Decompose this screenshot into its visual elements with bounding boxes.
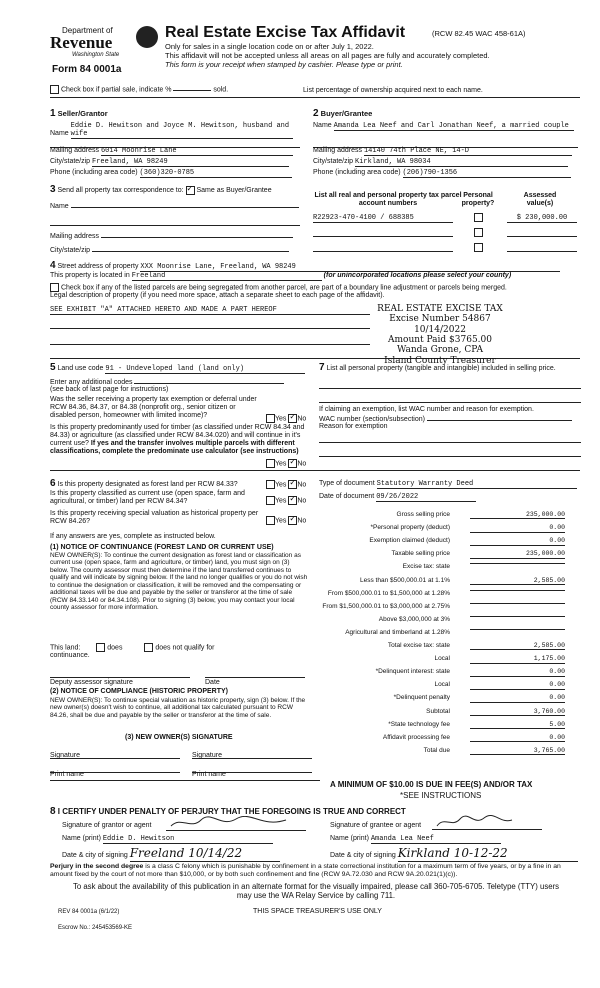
partial-sale-row bbox=[50, 85, 228, 94]
calc-label: From $500,000.01 to $1,500,000 at 1.28% bbox=[327, 589, 450, 597]
grantor-date-field[interactable]: Freeland 10/14/22 bbox=[130, 847, 280, 862]
deputy-signature-label: Deputy assessor signature bbox=[50, 679, 133, 686]
section-number: 6 bbox=[50, 478, 56, 489]
corr-name-label: Name bbox=[50, 203, 69, 210]
calc-value[interactable] bbox=[470, 563, 565, 564]
historic-question: Is this property receiving special valuation as historical property per RCW 84.26? bbox=[50, 510, 259, 526]
seller-phone-row bbox=[50, 169, 292, 178]
calc-label: Taxable selling price bbox=[391, 550, 450, 558]
no-label: No bbox=[297, 415, 307, 423]
dept-label: Department of bbox=[62, 26, 113, 35]
no-label: No bbox=[297, 481, 307, 489]
personal-property-line-1[interactable] bbox=[319, 382, 581, 389]
street-row bbox=[50, 260, 560, 272]
calc-label: Local bbox=[434, 681, 450, 689]
treasurer-use-label: THIS SPACE TREASURER'S USE ONLY bbox=[253, 908, 382, 915]
stamp-line-5: Wanda Grone, CPA bbox=[397, 345, 483, 356]
grantee-date-label: Date & city of signing bbox=[330, 852, 396, 859]
calc-value[interactable]: 0.00 bbox=[470, 694, 565, 702]
historic-answer bbox=[266, 516, 306, 525]
calc-value[interactable]: 235,000.00 bbox=[470, 511, 565, 519]
grantor-date-row bbox=[62, 847, 280, 862]
historic-yes-checkbox[interactable] bbox=[266, 516, 275, 525]
current-use-yes-checkbox[interactable] bbox=[266, 496, 275, 505]
section-number: 4 bbox=[50, 260, 56, 271]
parcel-number-3[interactable] bbox=[313, 245, 453, 252]
forest-yes-checkbox[interactable] bbox=[266, 480, 275, 489]
buyer-city-field[interactable]: Kirkland, WA 98034 bbox=[355, 158, 568, 167]
buyer-name-row bbox=[313, 122, 574, 131]
yes-label: Yes bbox=[275, 415, 287, 423]
perjury-text: is a class C felony which is punishable by confinement in a state correctional institution for a maximum term of five years, or by a fine in an amount fixed by the court of not more than $10,000, or by both such confinement and fine (RCW 9A.72.030 and RCW 9A.20.021(1)(c)). bbox=[50, 863, 561, 878]
calc-value[interactable]: 3,760.00 bbox=[470, 708, 565, 716]
street-label: Street address of property bbox=[57, 263, 139, 270]
sold-label: sold. bbox=[213, 86, 229, 94]
reason-line-2[interactable] bbox=[319, 450, 581, 457]
notice-continuance-body: NEW OWNER(S): To continue the current designation as forest land or classification as current use (open space, farm and agriculture, or timber) land, you must sign on (3) below. The county assessor must then determine if the land transferred continues to qualify and will indicate by signing below. If the land no longer qualifies or you do not wish to continue the designation or classification, it will be removed and the compensating or additional taxes will be due and payable by the seller or transferor at the time of sale (RCW 84.33.140 or 84.34.108). Prior to signing (3) below, you may contact your local county assessor for more information. bbox=[50, 552, 308, 612]
calc-label: *Personal property (deduct) bbox=[370, 524, 450, 532]
legal-description-label: Legal description of property (if you need more space, attach a separate sheet to each page of the affidavit). bbox=[50, 292, 385, 299]
grantor-name-row bbox=[62, 835, 273, 844]
section-number: 8 bbox=[50, 806, 56, 817]
seller-name-label: Name bbox=[50, 130, 69, 138]
seller-phone-field[interactable]: (360)320-0785 bbox=[140, 169, 292, 178]
doc-type-field[interactable]: Statutory Warranty Deed bbox=[377, 480, 577, 489]
grantee-name-label: Name (print) bbox=[330, 835, 369, 842]
calc-label: Subtotal bbox=[426, 707, 450, 715]
seller-city-row bbox=[50, 158, 289, 167]
rcw-label: (RCW 82.45 WAC 458-61A) bbox=[432, 29, 526, 38]
calc-value[interactable] bbox=[470, 590, 565, 591]
grantor-signature-icon bbox=[166, 816, 296, 830]
calc-label: *Delinquent interest: state bbox=[375, 668, 450, 676]
yes-label: Yes bbox=[275, 497, 287, 505]
current-use-question: Is this property classified as current use (open space, farm and agricultural, or timber) land per RCW 84.34? bbox=[50, 490, 245, 506]
partial-sale-checkbox[interactable] bbox=[50, 85, 59, 94]
calc-value[interactable] bbox=[470, 629, 565, 630]
grantor-signature-label: Signature of grantor or agent bbox=[62, 822, 152, 829]
calc-value[interactable]: 2,585.00 bbox=[470, 577, 565, 585]
calc-value[interactable]: 5.00 bbox=[470, 721, 565, 729]
yes-label: Yes bbox=[275, 460, 287, 468]
grantee-signature-field[interactable] bbox=[432, 814, 542, 830]
calc-value[interactable]: 0.00 bbox=[470, 524, 565, 532]
land-use-field[interactable]: 91 - Undeveloped land (land only) bbox=[105, 365, 305, 374]
additional-codes-field[interactable] bbox=[134, 377, 284, 384]
calc-value[interactable]: 2,585.00 bbox=[470, 642, 565, 650]
seller-mail-label: Mailing address bbox=[50, 147, 100, 154]
does-label: does bbox=[107, 644, 123, 652]
section-number: 5 bbox=[50, 362, 56, 373]
buyer-name-field[interactable]: Amanda Lea Neef and Carl Jonathan Neef, a married couple bbox=[334, 122, 574, 131]
seller-heading bbox=[50, 108, 108, 120]
corr-mail-field[interactable] bbox=[101, 230, 293, 238]
grantor-signature-row bbox=[62, 822, 152, 830]
calc-value[interactable]: 1,175.00 bbox=[470, 655, 565, 663]
no-label: No bbox=[297, 460, 307, 468]
calc-label: Less than $500,000.01 at 1.1% bbox=[360, 576, 450, 584]
reason-line-1[interactable] bbox=[319, 436, 581, 443]
seller-mail-row bbox=[50, 147, 293, 156]
form-title: Real Estate Excise Tax Affidavit bbox=[165, 24, 406, 41]
calc-label: Total due bbox=[423, 746, 450, 754]
stamp-line-3: 10/14/2022 bbox=[414, 324, 466, 335]
notice-continuance-heading: (1) NOTICE OF CONTINUANCE (FOREST LAND OR CURRENT USE) bbox=[50, 544, 274, 551]
grantor-name-label: Name (print) bbox=[62, 835, 101, 842]
deputy-date-line[interactable] bbox=[205, 671, 305, 678]
corr-city-label: City/state/zip bbox=[50, 247, 91, 254]
buyer-heading-label: Buyer/Grantee bbox=[320, 109, 373, 118]
no-label: No bbox=[297, 517, 307, 525]
corr-mail-label: Mailing address bbox=[50, 233, 100, 240]
located-field[interactable]: Freeland bbox=[132, 272, 322, 281]
located-label: This property is located in bbox=[50, 272, 130, 279]
this-land-label: This land: bbox=[50, 644, 81, 652]
form-number: Form 84 0001a bbox=[52, 64, 122, 75]
minimum-fee-note: A MINIMUM OF $10.00 IS DUE IN FEE(S) AND/OR TAX bbox=[330, 780, 533, 789]
this-land-row bbox=[50, 643, 215, 652]
calc-label: Above $3,000,000 at 3% bbox=[378, 615, 450, 623]
state-label: Washington State bbox=[72, 52, 120, 58]
grantee-date-field[interactable]: Kirkland 10-12-22 bbox=[398, 847, 578, 862]
corr-city-row bbox=[50, 244, 289, 255]
timber-answer bbox=[266, 459, 306, 468]
corr-mail-row bbox=[50, 230, 293, 241]
perjury-notice bbox=[50, 863, 580, 879]
notice-compliance-body: NEW OWNER(S): To continue special valuation as historic property, sign (3) below. If the new owner(s) doesn't wish to continue, all additional tax calculated pursuant to RCW 84.26, shall be due and payable by the seller or transferor at the time of sale. bbox=[50, 697, 306, 719]
grantor-date-label: Date & city of signing bbox=[62, 852, 128, 859]
legal-line-3[interactable] bbox=[50, 338, 370, 345]
calc-label: *Delinquent penalty bbox=[393, 694, 450, 702]
seller-name-field[interactable]: Eddie D. Hewitson and Joyce M. Hewitson, husband and wife bbox=[71, 122, 293, 139]
escrow-number: Escrow No.: 245453569-KE bbox=[58, 925, 133, 931]
if-any-yes-note: If any answers are yes, complete as instructed below. bbox=[50, 533, 216, 540]
personal-property-checkbox-3[interactable] bbox=[474, 243, 483, 252]
calc-label: Exemption claimed (deduct) bbox=[369, 537, 450, 545]
notice-compliance-heading: (2) NOTICE OF COMPLIANCE (HISTORIC PROPERTY) bbox=[50, 688, 228, 695]
land-use-row bbox=[50, 362, 305, 374]
calc-label: *State technology fee bbox=[388, 720, 450, 728]
buyer-name-label: Name bbox=[313, 122, 332, 129]
section-number: 1 bbox=[50, 108, 56, 119]
forest-answer bbox=[266, 480, 306, 489]
calc-value[interactable]: 3,765.00 bbox=[470, 747, 565, 755]
grantee-name-row bbox=[330, 835, 501, 844]
calc-label: Affidavit processing fee bbox=[382, 733, 450, 741]
exhibit-field[interactable]: SEE EXHIBIT "A" ATTACHED HERETO AND MADE A PART HEREOF bbox=[50, 306, 370, 315]
doc-type-row bbox=[319, 480, 577, 489]
section-number: 2 bbox=[313, 108, 319, 119]
calc-label: Agricultural and timberland at 1.28% bbox=[345, 628, 450, 636]
stamp-line-1: REAL ESTATE EXCISE TAX bbox=[377, 304, 503, 314]
buyer-mail-row bbox=[313, 147, 572, 156]
seller-city-label: City/state/zip bbox=[50, 158, 91, 165]
legal-line-2[interactable] bbox=[50, 322, 370, 329]
reason-row bbox=[319, 423, 387, 431]
parcel-col-header: List all real and personal property tax parcel account numbers bbox=[314, 192, 462, 208]
corr-name-field[interactable] bbox=[71, 200, 299, 208]
buyer-heading bbox=[313, 108, 372, 120]
continuance-label: continuance. bbox=[50, 652, 90, 659]
calc-label: Excise tax: state bbox=[402, 563, 450, 571]
calc-value[interactable] bbox=[470, 616, 565, 617]
treasurer-stamp bbox=[370, 304, 510, 366]
see-back-note: (see back of last page for instructions) bbox=[50, 386, 169, 393]
forest-question bbox=[50, 478, 260, 490]
personal-property-checkbox-1[interactable] bbox=[474, 213, 483, 222]
header-line-2: This affidavit will not be accepted unless all areas on all pages are fully and accurately completed. bbox=[165, 51, 490, 60]
assessed-value-3[interactable] bbox=[507, 245, 577, 252]
street-field[interactable]: XXX Moonrise Lane, Freeland, WA 98249 bbox=[140, 263, 560, 272]
exemption-answer bbox=[266, 414, 306, 423]
corr-name-line2[interactable] bbox=[50, 219, 300, 226]
grantee-signature-row bbox=[330, 822, 421, 830]
yes-label: Yes bbox=[275, 481, 287, 489]
assessed-value-2[interactable] bbox=[507, 230, 577, 237]
buyer-city-label: City/state/zip bbox=[313, 158, 354, 165]
buyer-phone-row bbox=[313, 169, 571, 178]
wac-field[interactable] bbox=[427, 414, 572, 421]
doc-date-label: Date of document bbox=[319, 493, 375, 500]
doc-date-field[interactable]: 09/26/2022 bbox=[376, 493, 476, 502]
certify-heading-text: I CERTIFY UNDER PENALTY OF PERJURY THAT THE FOREGOING IS TRUE AND CORRECT bbox=[57, 807, 406, 816]
unincorporated-note: (for unincorporated locations please select your county) bbox=[323, 272, 512, 279]
grantee-signature-icon bbox=[432, 814, 532, 829]
timber-yes-checkbox[interactable] bbox=[266, 459, 275, 468]
buyer-city-row bbox=[313, 158, 568, 167]
accessibility-notice: To ask about the availability of this publication in an alternate format for the visually impaired, please call 360-705-6705. Teletype (TTY) users may use the WA Relay Service by calling 711. bbox=[72, 882, 560, 900]
calc-value[interactable]: 0.00 bbox=[470, 734, 565, 742]
section-number: 3 bbox=[50, 184, 56, 195]
signature-label-1: Signature bbox=[50, 752, 80, 759]
calc-label: Gross selling price bbox=[396, 511, 450, 518]
calc-label: Local bbox=[434, 655, 450, 663]
reason-label: Reason for exemption bbox=[319, 423, 388, 430]
logo-block bbox=[50, 22, 160, 78]
list-percentage-note: List percentage of ownership acquired next to each name. bbox=[303, 87, 483, 94]
exemption-claim-label: If claiming an exemption, list WAC number and reason for exemption. bbox=[319, 406, 534, 413]
section-number: 7 bbox=[319, 362, 325, 373]
calc-label: Total excise tax: state bbox=[387, 642, 450, 649]
exemption-question: Was the seller receiving a property tax exemption or deferral under RCW 84.36, 84.37, or 84.38 (nonprofit org., senior citizen or disabled person, homeowner with limited income)? bbox=[50, 396, 257, 420]
assessed-value-1[interactable]: $ 230,000.00 bbox=[507, 214, 577, 223]
seller-name-row bbox=[50, 122, 300, 139]
header-line-1: Only for sales in a single location code on or after July 1, 2022. bbox=[165, 42, 374, 51]
revenue-label: Revenue bbox=[50, 33, 113, 52]
personal-property-row bbox=[319, 362, 581, 374]
personal-property-label: List all personal property (tangible and intangible) included in selling price. bbox=[326, 365, 556, 372]
partial-sale-percent-input[interactable] bbox=[173, 90, 211, 91]
yes-label: Yes bbox=[275, 517, 287, 525]
calc-value[interactable] bbox=[470, 603, 565, 604]
see-instructions: *SEE INSTRUCTIONS bbox=[400, 791, 482, 800]
corr-city-field[interactable] bbox=[92, 244, 289, 252]
seller-mail-field[interactable]: 6014 Moonrise Lane bbox=[101, 147, 293, 156]
current-use-answer bbox=[266, 496, 306, 505]
timber-question-bold: If yes and the transfer involves multiple parcels with different classifications, complete the predominate use calculator (see instructions) bbox=[50, 440, 299, 456]
seller-city-field[interactable]: Freeland, WA 98249 bbox=[92, 158, 289, 167]
land-use-label: Land use code bbox=[57, 365, 104, 372]
perjury-bold: Perjury in the second degree bbox=[50, 863, 144, 870]
personal-property-checkbox-2[interactable] bbox=[474, 228, 483, 237]
does-not-label: does not qualify for bbox=[155, 644, 215, 652]
new-owner-signature-heading: (3) NEW OWNER(S) SIGNATURE bbox=[125, 734, 233, 741]
same-as-buyer-label: Same as Buyer/Grantee bbox=[196, 187, 272, 194]
grantee-name-field[interactable]: Amanda Lea Neef bbox=[371, 835, 501, 844]
deputy-signature-line[interactable] bbox=[50, 671, 190, 678]
personal-col-header: Personal property? bbox=[461, 192, 495, 208]
calc-value[interactable]: 0.00 bbox=[470, 668, 565, 676]
forest-question-text: Is this property designated as forest land per RCW 84.33? bbox=[57, 481, 238, 488]
additional-codes-label: Enter any additional codes bbox=[50, 379, 133, 386]
grantor-signature-field[interactable] bbox=[166, 816, 306, 831]
wac-label: WAC number (section/subsection) bbox=[319, 416, 425, 423]
correspondence-label: Send all property tax correspondence to: bbox=[57, 187, 184, 194]
print-name-label-2: Print name bbox=[192, 771, 226, 778]
grantee-signature-label: Signature of grantee or agent bbox=[330, 822, 422, 829]
grantee-date-row bbox=[330, 847, 578, 862]
exemption-yes-checkbox[interactable] bbox=[266, 414, 275, 423]
stamp-line-2: Excise Number 54867 bbox=[389, 314, 491, 325]
divider bbox=[50, 470, 580, 471]
buyer-mail-field[interactable]: 14140 74th Place NE, 14-D bbox=[364, 147, 572, 156]
calc-value[interactable]: 235,000.00 bbox=[470, 550, 565, 558]
correspondence-row bbox=[50, 184, 272, 196]
buyer-phone-field[interactable]: (206)790-1356 bbox=[403, 169, 571, 178]
signature-label-2: Signature bbox=[192, 752, 222, 759]
segregated-checkbox[interactable] bbox=[50, 283, 59, 292]
revenue-logo-icon bbox=[136, 26, 158, 48]
segregated-label: Check box if any of the listed parcels are being segregated from another parcel, are part of a boundary line adjustment or parcels being merged. bbox=[60, 284, 507, 292]
located-row bbox=[50, 272, 511, 281]
divider bbox=[50, 780, 320, 781]
personal-property-line-2[interactable] bbox=[319, 396, 581, 403]
does-qualify-checkbox[interactable] bbox=[96, 643, 105, 652]
corr-name-row bbox=[50, 200, 299, 211]
parcel-number-2[interactable] bbox=[313, 230, 453, 237]
seller-heading-label: Seller/Grantor bbox=[57, 109, 108, 118]
stamp-line-6: Island County Treasurer bbox=[384, 355, 496, 366]
timber-question bbox=[50, 424, 315, 456]
buyer-mail-label: Mailing address bbox=[313, 147, 363, 154]
calc-label: From $1,500,000.01 to $3,000,000 at 2.75% bbox=[322, 602, 450, 610]
print-name-label-1: Print name bbox=[50, 771, 84, 778]
divider bbox=[50, 97, 580, 98]
buyer-phone-label: Phone (including area code) bbox=[313, 169, 401, 176]
same-as-buyer-checkbox[interactable] bbox=[186, 186, 195, 195]
partial-sale-label: Check box if partial sale, indicate % bbox=[60, 86, 172, 94]
segregated-row bbox=[50, 283, 580, 292]
calc-value[interactable]: 0.00 bbox=[470, 681, 565, 689]
timber-question-text: Is this property predominantly used for timber (as classified under RCW 84.34 and 84.33) or agriculture (as classified under RCW 84.34.020) and will continue in it's current use? bbox=[50, 424, 305, 448]
stamp-line-4: Amount Paid $3765.00 bbox=[388, 335, 492, 346]
does-not-qualify-checkbox[interactable] bbox=[144, 643, 153, 652]
parcel-number-1[interactable]: R22923-470-4100 / 688385 bbox=[313, 214, 453, 223]
calc-value[interactable]: 0.00 bbox=[470, 537, 565, 545]
doc-date-row bbox=[319, 493, 476, 502]
header-line-3: This form is your receipt when stamped by cashier. Please type or print. bbox=[165, 60, 403, 69]
seller-phone-label: Phone (including area code) bbox=[50, 169, 138, 176]
revision-label: REV 84 0001a (6/1/22) bbox=[58, 909, 120, 915]
no-label: No bbox=[297, 497, 307, 505]
doc-type-label: Type of document bbox=[319, 480, 375, 487]
assessed-col-header: Assessed value(s) bbox=[523, 192, 557, 208]
grantor-name-field[interactable]: Eddie D. Hewitson bbox=[103, 835, 273, 844]
deputy-date-label: Date bbox=[205, 679, 220, 686]
